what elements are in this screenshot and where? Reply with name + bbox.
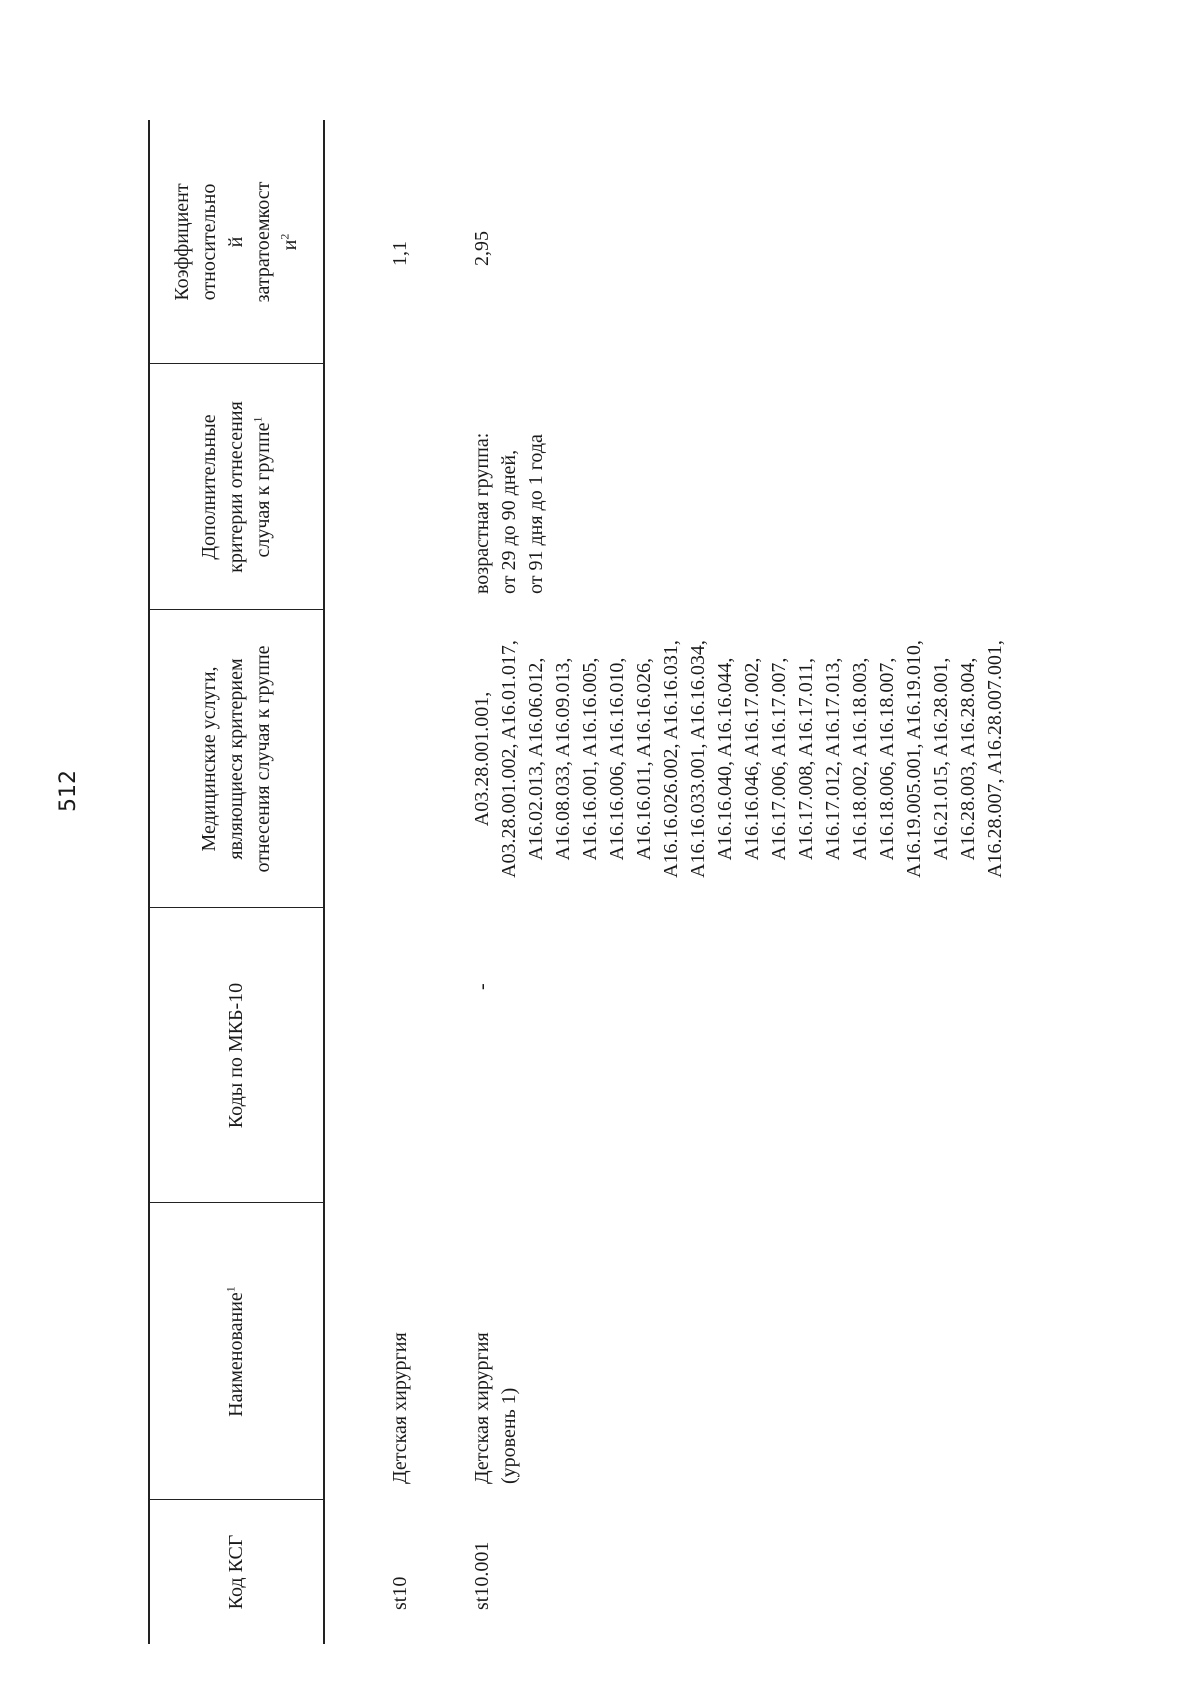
row-criteria-line: возрастная группа: [471, 432, 493, 594]
service-code-line: A16.08.033, A16.09.013, [552, 657, 574, 861]
header-services-line: отнесения случая к группе [251, 645, 274, 873]
service-code-line: A16.28.003, A16.28.004, [957, 657, 979, 861]
row-name [387, 1332, 414, 1484]
row-name-line: (уровень 1) [498, 1387, 520, 1484]
service-code-line: A16.19.005.001, A16.19.010, [903, 640, 925, 878]
header-code-text: Код КСГ [224, 1534, 247, 1610]
footnote-mark: 1 [249, 416, 264, 423]
header-icd-codes [148, 908, 324, 1203]
header-name-text: Наименование [224, 1292, 247, 1417]
header-coefficient-line: затратоемкост [251, 181, 274, 303]
header-coefficient-line: и [278, 239, 301, 251]
service-code-line: A16.16.001, A16.16.005, [579, 657, 601, 861]
header-criteria-line: критерии отнесения [224, 401, 247, 573]
row-coefficient: 2,95 [471, 231, 493, 266]
service-code-line: A16.18.002, A16.18.003, [849, 657, 871, 861]
header-name [148, 1203, 324, 1500]
service-code-line: A16.16.006, A16.16.010, [606, 657, 628, 861]
header-services-line: являющиеся критерием [224, 658, 247, 860]
service-code-line: A16.02.013, A16.06.012, [525, 657, 547, 861]
header-services [148, 610, 324, 908]
header-coefficient-line: Коэффициент [170, 183, 193, 301]
table-header [140, 120, 324, 1644]
service-code-line: A16.17.008, A16.17.011, [795, 657, 817, 861]
service-code-line: A16.16.046, A16.17.002, [741, 657, 763, 861]
header-code [148, 1500, 324, 1644]
header-coefficient [148, 120, 324, 364]
header-icd-text: Коды по МКБ-10 [224, 982, 247, 1129]
row-icd: - [471, 983, 493, 990]
row-criteria-line: от 29 до 90 дней, [498, 449, 520, 594]
row-coefficient: 1,1 [389, 241, 411, 266]
footnote-mark: 1 [222, 1286, 237, 1293]
row-criteria-line: от 91 дня до 1 года [525, 434, 547, 594]
service-code-line: A16.18.006, A16.18.007, [876, 657, 898, 861]
row-name [469, 1332, 523, 1484]
footnote-mark: 2 [276, 233, 291, 240]
header-coefficient-line: й [224, 236, 247, 248]
service-code-line: A16.16.011, A16.16.026, [633, 657, 655, 861]
service-code-line: A16.16.026.002, A16.16.031, [660, 640, 682, 878]
service-code-line: A03.28.001.002, A16.01.017, [498, 640, 520, 878]
service-code-line: A16.16.040, A16.16.044, [714, 657, 736, 861]
row-code: st10.001 [471, 1541, 493, 1610]
page-number: 512 [56, 770, 81, 812]
service-code-line: A03.28.001.001, [471, 691, 493, 827]
row-name-line: Детская хирургия [389, 1332, 411, 1484]
row-name-line: Детская хирургия [471, 1332, 493, 1484]
service-code-line: A16.28.007, A16.28.007.001, [984, 640, 1006, 878]
header-coefficient-line: относительно [197, 183, 220, 301]
row-criteria [469, 433, 550, 594]
header-services-line: Медицинские услуги, [197, 666, 220, 852]
kcg-table [140, 120, 1140, 1644]
service-code-line: A16.17.012, A16.17.013, [822, 657, 844, 861]
service-code-line: A16.17.006, A16.17.007, [768, 657, 790, 861]
row-services [469, 610, 1009, 908]
service-code-line: A16.21.015, A16.28.001, [930, 657, 952, 861]
header-extra-criteria [148, 364, 324, 610]
header-criteria-line: Дополнительные [197, 414, 220, 560]
service-code-line: A16.16.033.001, A16.16.034, [687, 640, 709, 878]
row-code: st10 [389, 1576, 411, 1610]
header-criteria-line: случая к группе [251, 422, 274, 558]
